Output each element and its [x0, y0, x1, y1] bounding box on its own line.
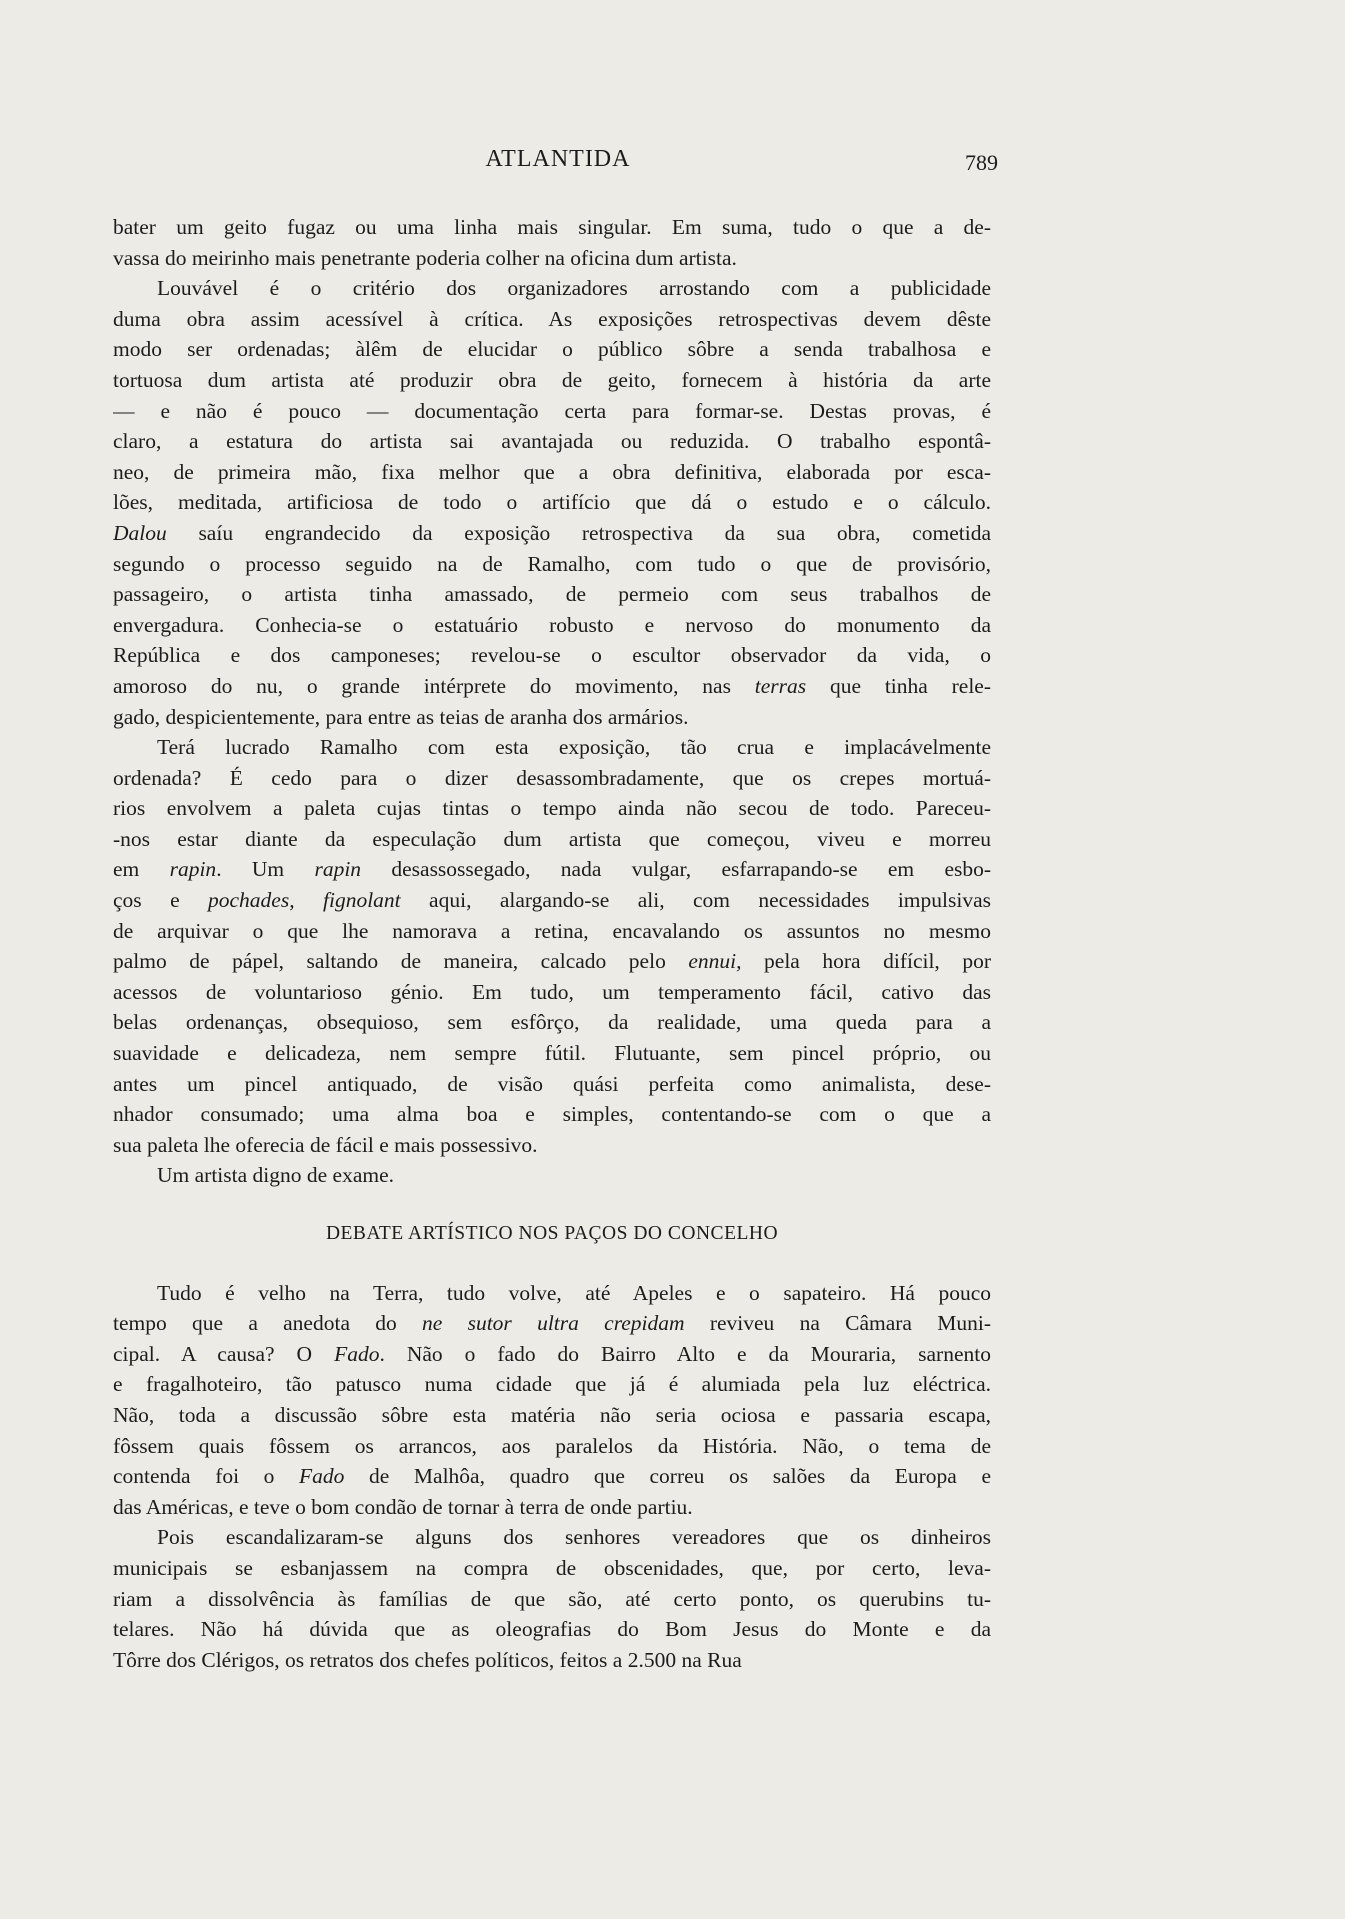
- text-line: [113, 1038, 991, 1069]
- text-line: [113, 854, 991, 885]
- text-run: municipais se esbanjassem na compra de obscenidades, que, por certo, leva-: [113, 1555, 991, 1580]
- text-run: Tôrre dos Clérigos, os retratos dos chefes políticos, feitos a 2.500 na Rua: [113, 1647, 742, 1672]
- text-run: antes um pincel antiquado, de visão quási perfeita como animalista, dese-: [113, 1071, 991, 1096]
- paragraph: [113, 1522, 991, 1675]
- italic-text: pochades, fignolant: [208, 888, 401, 913]
- text-line: [113, 457, 991, 488]
- text-run: das Américas, e teve o bom condão de tornar à terra de onde partiu.: [113, 1494, 693, 1519]
- text-line: [113, 1130, 991, 1161]
- text-line: [113, 1400, 991, 1431]
- text-run: Um artista digno de exame.: [157, 1163, 395, 1188]
- text-line: [113, 396, 991, 427]
- text-line: [113, 1553, 991, 1584]
- text-run: nhador consumado; uma alma boa e simples, contentando-se com o que a: [113, 1102, 991, 1127]
- text-run: ordenada? É cedo para o dizer desassombradamente, que os crepes mortuá-: [113, 765, 991, 790]
- text-line: [113, 1069, 991, 1100]
- text-run: riam a dissolvência às famílias de que são, até certo ponto, os querubins tu-: [113, 1586, 991, 1611]
- paragraph: [113, 1278, 991, 1523]
- text-line: [113, 1369, 991, 1400]
- text-line: [113, 1492, 991, 1523]
- text-line: [113, 426, 991, 457]
- section-heading: DEBATE ARTÍSTICO NOS PAÇOS DO CONCELHO: [325, 1223, 779, 1244]
- text-run: lões, meditada, artificiosa de todo o artifício que dá o estudo e o cálculo.: [113, 490, 991, 515]
- text-run: modo ser ordenadas; àlêm de elucidar o público sôbre a senda trabalhosa e: [113, 337, 991, 362]
- text-run: Pois escandalizaram-se alguns dos senhores vereadores que os dinheiros: [157, 1525, 991, 1550]
- text-run: ços e: [113, 888, 209, 913]
- italic-text: terras: [754, 673, 807, 698]
- text-run: tempo que a anedota do: [113, 1311, 423, 1336]
- text-run: . Um: [216, 857, 315, 882]
- text-line: [113, 702, 991, 733]
- paragraphs-after-heading: [113, 1278, 991, 1676]
- running-title: ATLANTIDA: [485, 146, 631, 172]
- text-run: contenda foi o: [113, 1464, 300, 1489]
- text-line: [113, 273, 991, 304]
- text-line: [113, 549, 991, 580]
- paragraph: [113, 273, 991, 732]
- text-run: palmo de pápel, saltando de maneira, calcado pelo: [113, 949, 689, 974]
- text-run: — e não é pouco — documentação certa para formar-se. Destas provas, é: [113, 398, 991, 423]
- paragraph: [113, 732, 991, 1160]
- text-run: Tudo é velho na Terra, tudo volve, até Apeles e o sapateiro. Há pouco: [157, 1280, 991, 1305]
- text-run: Não, toda a discussão sôbre esta matéria não seria ociosa e passaria escapa,: [113, 1402, 991, 1427]
- text-line: [113, 732, 991, 763]
- text-line: [113, 1584, 991, 1615]
- text-run: fôssem quais fôssem os arrancos, aos paralelos da História. Não, o tema de: [113, 1433, 991, 1458]
- text-run: Terá lucrado Ramalho com esta exposição, tão crua e implacávelmente: [157, 735, 991, 760]
- page-header: [118, 146, 998, 186]
- text-line: [113, 1645, 991, 1676]
- text-line: [113, 1431, 991, 1462]
- text-run: em: [113, 857, 170, 882]
- text-line: [113, 334, 991, 365]
- text-run: . Não o fado do Bairro Alto e da Mouraria, sarnento: [379, 1341, 991, 1366]
- text-line: [113, 1278, 991, 1309]
- text-run: que tinha rele-: [806, 673, 991, 698]
- text-run: amoroso do nu, o grande intérprete do movimento, nas: [113, 673, 755, 698]
- text-run: suavidade e delicadeza, nem sempre fútil. Flutuante, sem pincel próprio, ou: [113, 1041, 991, 1066]
- text-run: gado, despicientemente, para entre as teias de aranha dos armários.: [113, 704, 689, 729]
- text-line: [113, 885, 991, 916]
- text-line: [113, 977, 991, 1008]
- text-line: [113, 243, 991, 274]
- paragraph: [113, 212, 991, 273]
- text-run: rios envolvem a paleta cujas tintas o tempo ainda não secou de todo. Pareceu-: [113, 796, 991, 821]
- text-line: [113, 304, 991, 335]
- text-line: [113, 1614, 991, 1645]
- text-run: passageiro, o artista tinha amassado, de permeio com seus trabalhos de: [113, 582, 991, 607]
- text-line: [113, 1160, 991, 1191]
- text-run: claro, a estatura do artista sai avantajada ou reduzida. O trabalho espontâ-: [113, 429, 991, 454]
- text-run: acessos de voluntarioso génio. Em tudo, um temperamento fácil, cativo das: [113, 979, 991, 1004]
- text-line: [113, 1339, 991, 1370]
- text-line: [113, 518, 991, 549]
- italic-text: ne sutor ultra crepidam: [422, 1311, 685, 1336]
- paragraphs-before-heading: [113, 212, 991, 1191]
- italic-text: Fado: [334, 1341, 380, 1366]
- text-run: reviveu na Câmara Muni-: [684, 1311, 991, 1336]
- text-run: neo, de primeira mão, fixa melhor que a obra definitiva, elaborada por esca-: [113, 459, 991, 484]
- text-run: cipal. A causa? O: [113, 1341, 335, 1366]
- text-line: [113, 946, 991, 977]
- paragraph: [113, 1160, 991, 1191]
- text-line: [113, 365, 991, 396]
- text-run: vassa do meirinho mais penetrante poderia colher na oficina dum artista.: [113, 245, 737, 270]
- text-line: [113, 671, 991, 702]
- text-run: e fragalhoteiro, tão patusco numa cidade que já é alumiada pela luz eléctrica.: [113, 1372, 991, 1397]
- text-run: República e dos camponeses; revelou-se o escultor observador da vida, o: [113, 643, 991, 668]
- text-run: de arquivar o que lhe namorava a retina, encavalando os assuntos no mesmo: [113, 918, 991, 943]
- text-line: [113, 824, 991, 855]
- body-text: [113, 212, 991, 1675]
- text-line: [113, 212, 991, 243]
- text-line: [113, 610, 991, 641]
- text-run: sua paleta lhe oferecia de fácil e mais possessivo.: [113, 1132, 538, 1157]
- text-run: tortuosa dum artista até produzir obra de geito, fornecem à história da arte: [113, 367, 991, 392]
- italic-text: ennui,: [688, 949, 742, 974]
- text-run: saíu engrandecido da exposição retrospectiva da sua obra, cometida: [166, 520, 991, 545]
- text-line: [113, 1522, 991, 1553]
- italic-text: rapin: [169, 857, 217, 882]
- text-line: [113, 916, 991, 947]
- text-line: [113, 1007, 991, 1038]
- text-run: de Malhôa, quadro que correu os salões da Europa e: [344, 1464, 991, 1489]
- text-run: Louvável é o critério dos organizadores arrostando com a publicidade: [157, 276, 991, 301]
- text-line: [113, 579, 991, 610]
- text-line: [113, 487, 991, 518]
- text-run: telares. Não há dúvida que as oleografias do Bom Jesus do Monte e da: [113, 1617, 991, 1642]
- text-run: aqui, alargando-se ali, com necessidades impulsivas: [400, 888, 991, 913]
- text-run: pela hora difícil, por: [741, 949, 991, 974]
- text-run: -nos estar diante da especulação dum artista que começou, viveu e morreu: [113, 826, 991, 851]
- italic-text: Dalou: [113, 520, 167, 545]
- page-number: 789: [965, 150, 998, 175]
- text-run: segundo o processo seguido na de Ramalho, com tudo o que de provisório,: [113, 551, 991, 576]
- text-line: [113, 763, 991, 794]
- text-run: duma obra assim acessível à crítica. As exposições retrospectivas devem dêste: [113, 306, 991, 331]
- text-run: envergadura. Conhecia-se o estatuário robusto e nervoso do monumento da: [113, 612, 991, 637]
- text-line: [113, 1308, 991, 1339]
- text-line: [113, 640, 991, 671]
- text-line: [113, 793, 991, 824]
- text-run: bater um geito fugaz ou uma linha mais singular. Em suma, tudo o que a de-: [113, 215, 991, 239]
- text-line: [113, 1099, 991, 1130]
- italic-text: Fado: [299, 1464, 345, 1489]
- text-run: belas ordenanças, obsequioso, sem esfôrço, da realidade, uma queda para a: [113, 1010, 991, 1035]
- italic-text: rapin: [314, 857, 362, 882]
- text-run: desassossegado, nada vulgar, esfarrapando-se em esbo-: [361, 857, 991, 882]
- text-line: [113, 1461, 991, 1492]
